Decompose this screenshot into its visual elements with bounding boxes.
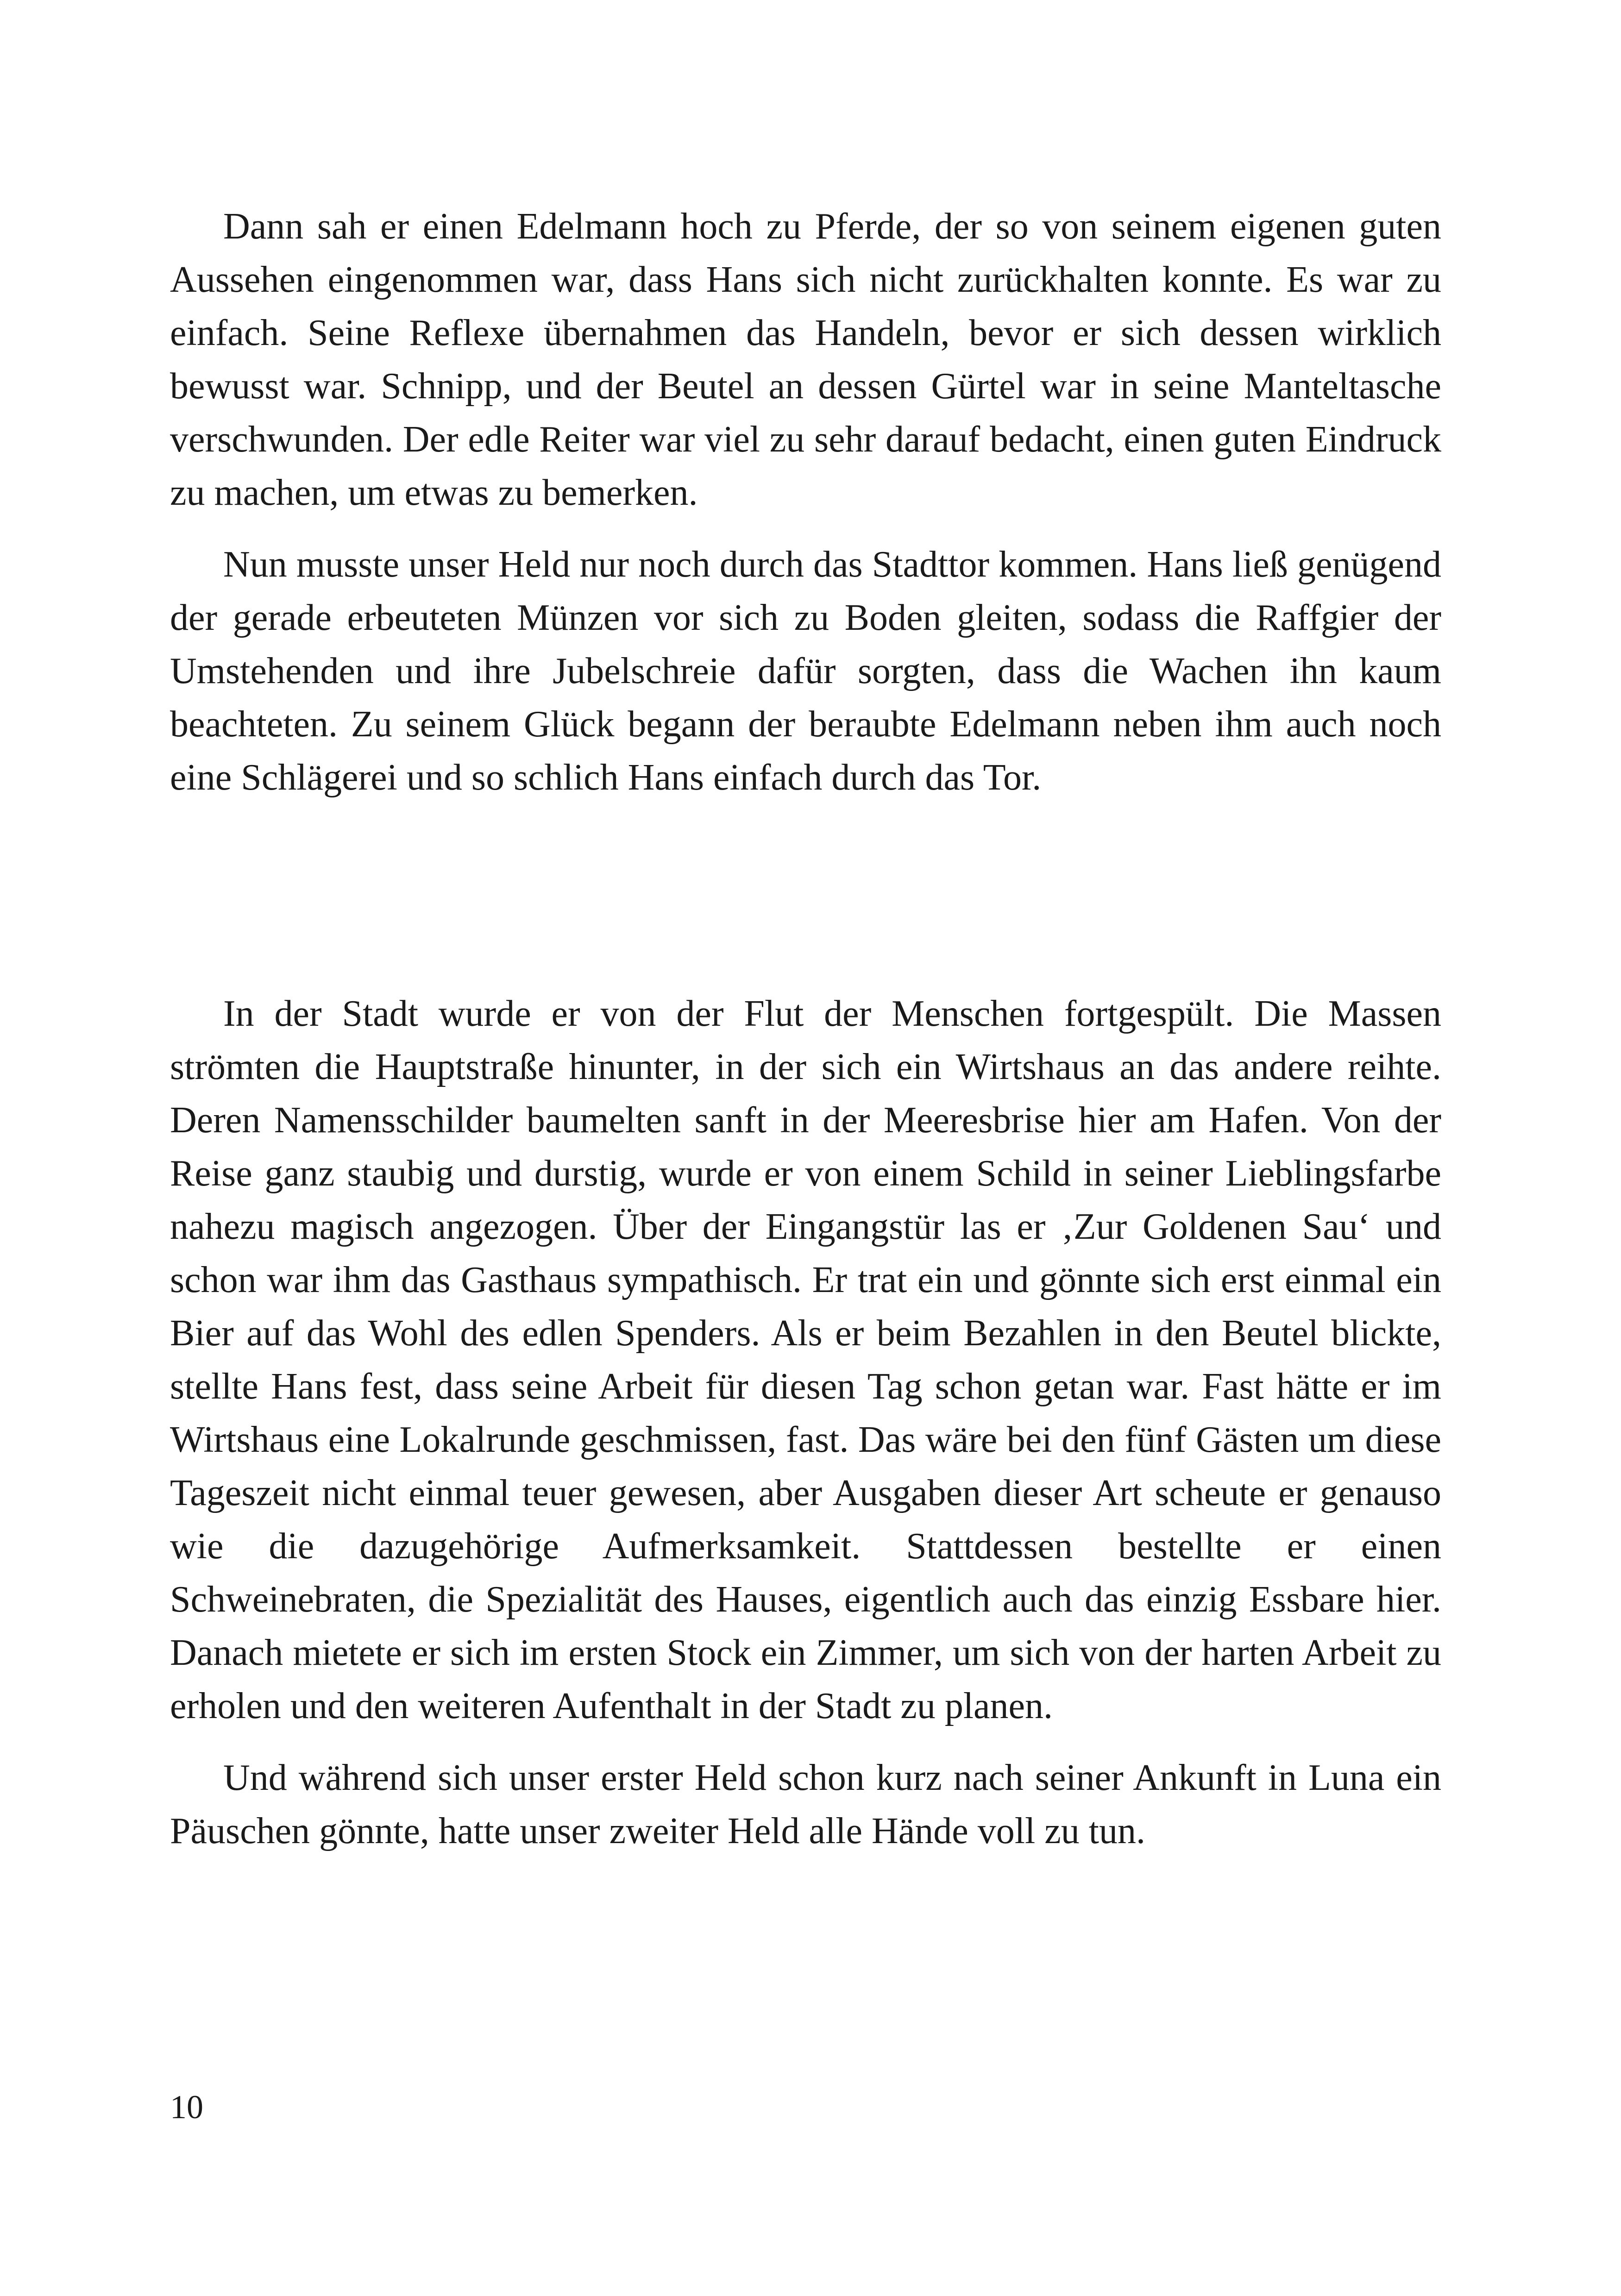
text-section-1 <box>170 200 1441 804</box>
page-number: 10 <box>170 2089 203 2126</box>
text-section-2 <box>170 987 1441 1858</box>
paragraph: Und während sich unser erster Held schon kurz nach seiner Ankunft in Luna ein Päuschen gönnte, hatte unser zweiter Held alle Hände voll zu tun. <box>170 1757 1441 1851</box>
paragraph: In der Stadt wurde er von der Flut der Menschen fortgespült. Die Massen strömten die Hauptstraße hinunter, in der sich ein Wirtshaus an das andere reihte. Deren Namensschilder baumelten sanft in der Meeresbrise hier am Hafen. Von der Reise ganz staubig und durstig, wurde er von einem Schild in seiner Lieblingsfarbe nahezu magisch angezogen. Über der Eingangstür las er ‚Zur Goldenen Sau‘ und schon war ihm das Gasthaus sympathisch. Er trat ein und gönnte sich erst einmal ein Bier auf das Wohl des edlen Spenders. Als er beim Bezahlen in den Beutel blickte, stellte Hans fest, dass seine Arbeit für diesen Tag schon getan war. Fast hätte er im Wirtshaus eine Lokalrunde geschmissen, fast. Das wäre bei den fünf Gästen um diese Tageszeit nicht einmal teuer gewesen, aber Ausgaben dieser Art scheute er genauso wie die dazugehörige Aufmerksamkeit. Stattdessen bestellte er einen Schweinebraten, die Spezialität des Hauses, eigentlich auch das einzig Essbare hier. Danach mietete er sich im ersten Stock ein Zimmer, um sich von der harten Arbeit zu erholen und den weiteren Aufenthalt in der Stadt zu planen. <box>170 993 1441 1726</box>
paragraph: Dann sah er einen Edelmann hoch zu Pferde, der so von seinem eigenen guten Aussehen eingenommen war, dass Hans sich nicht zurückhalten konnte. Es war zu einfach. Seine Reflexe übernahmen das Handeln, bevor er sich dessen wirklich bewusst war. Schnipp, und der Beutel an dessen Gürtel war in seine Manteltasche verschwunden. Der edle Reiter war viel zu sehr darauf bedacht, einen guten Eindruck zu machen, um etwas zu bemerken. <box>170 206 1441 513</box>
paragraph: Nun musste unser Held nur noch durch das Stadttor kommen. Hans ließ genügend der gerade erbeuteten Münzen vor sich zu Boden gleiten, sodass die Raffgier der Umstehenden und ihre Jubelschreie dafür sorgten, dass die Wachen ihn kaum beachteten. Zu seinem Glück begann der beraubte Edelmann neben ihm auch noch eine Schlägerei und so schlich Hans einfach durch das Tor. <box>170 544 1441 798</box>
